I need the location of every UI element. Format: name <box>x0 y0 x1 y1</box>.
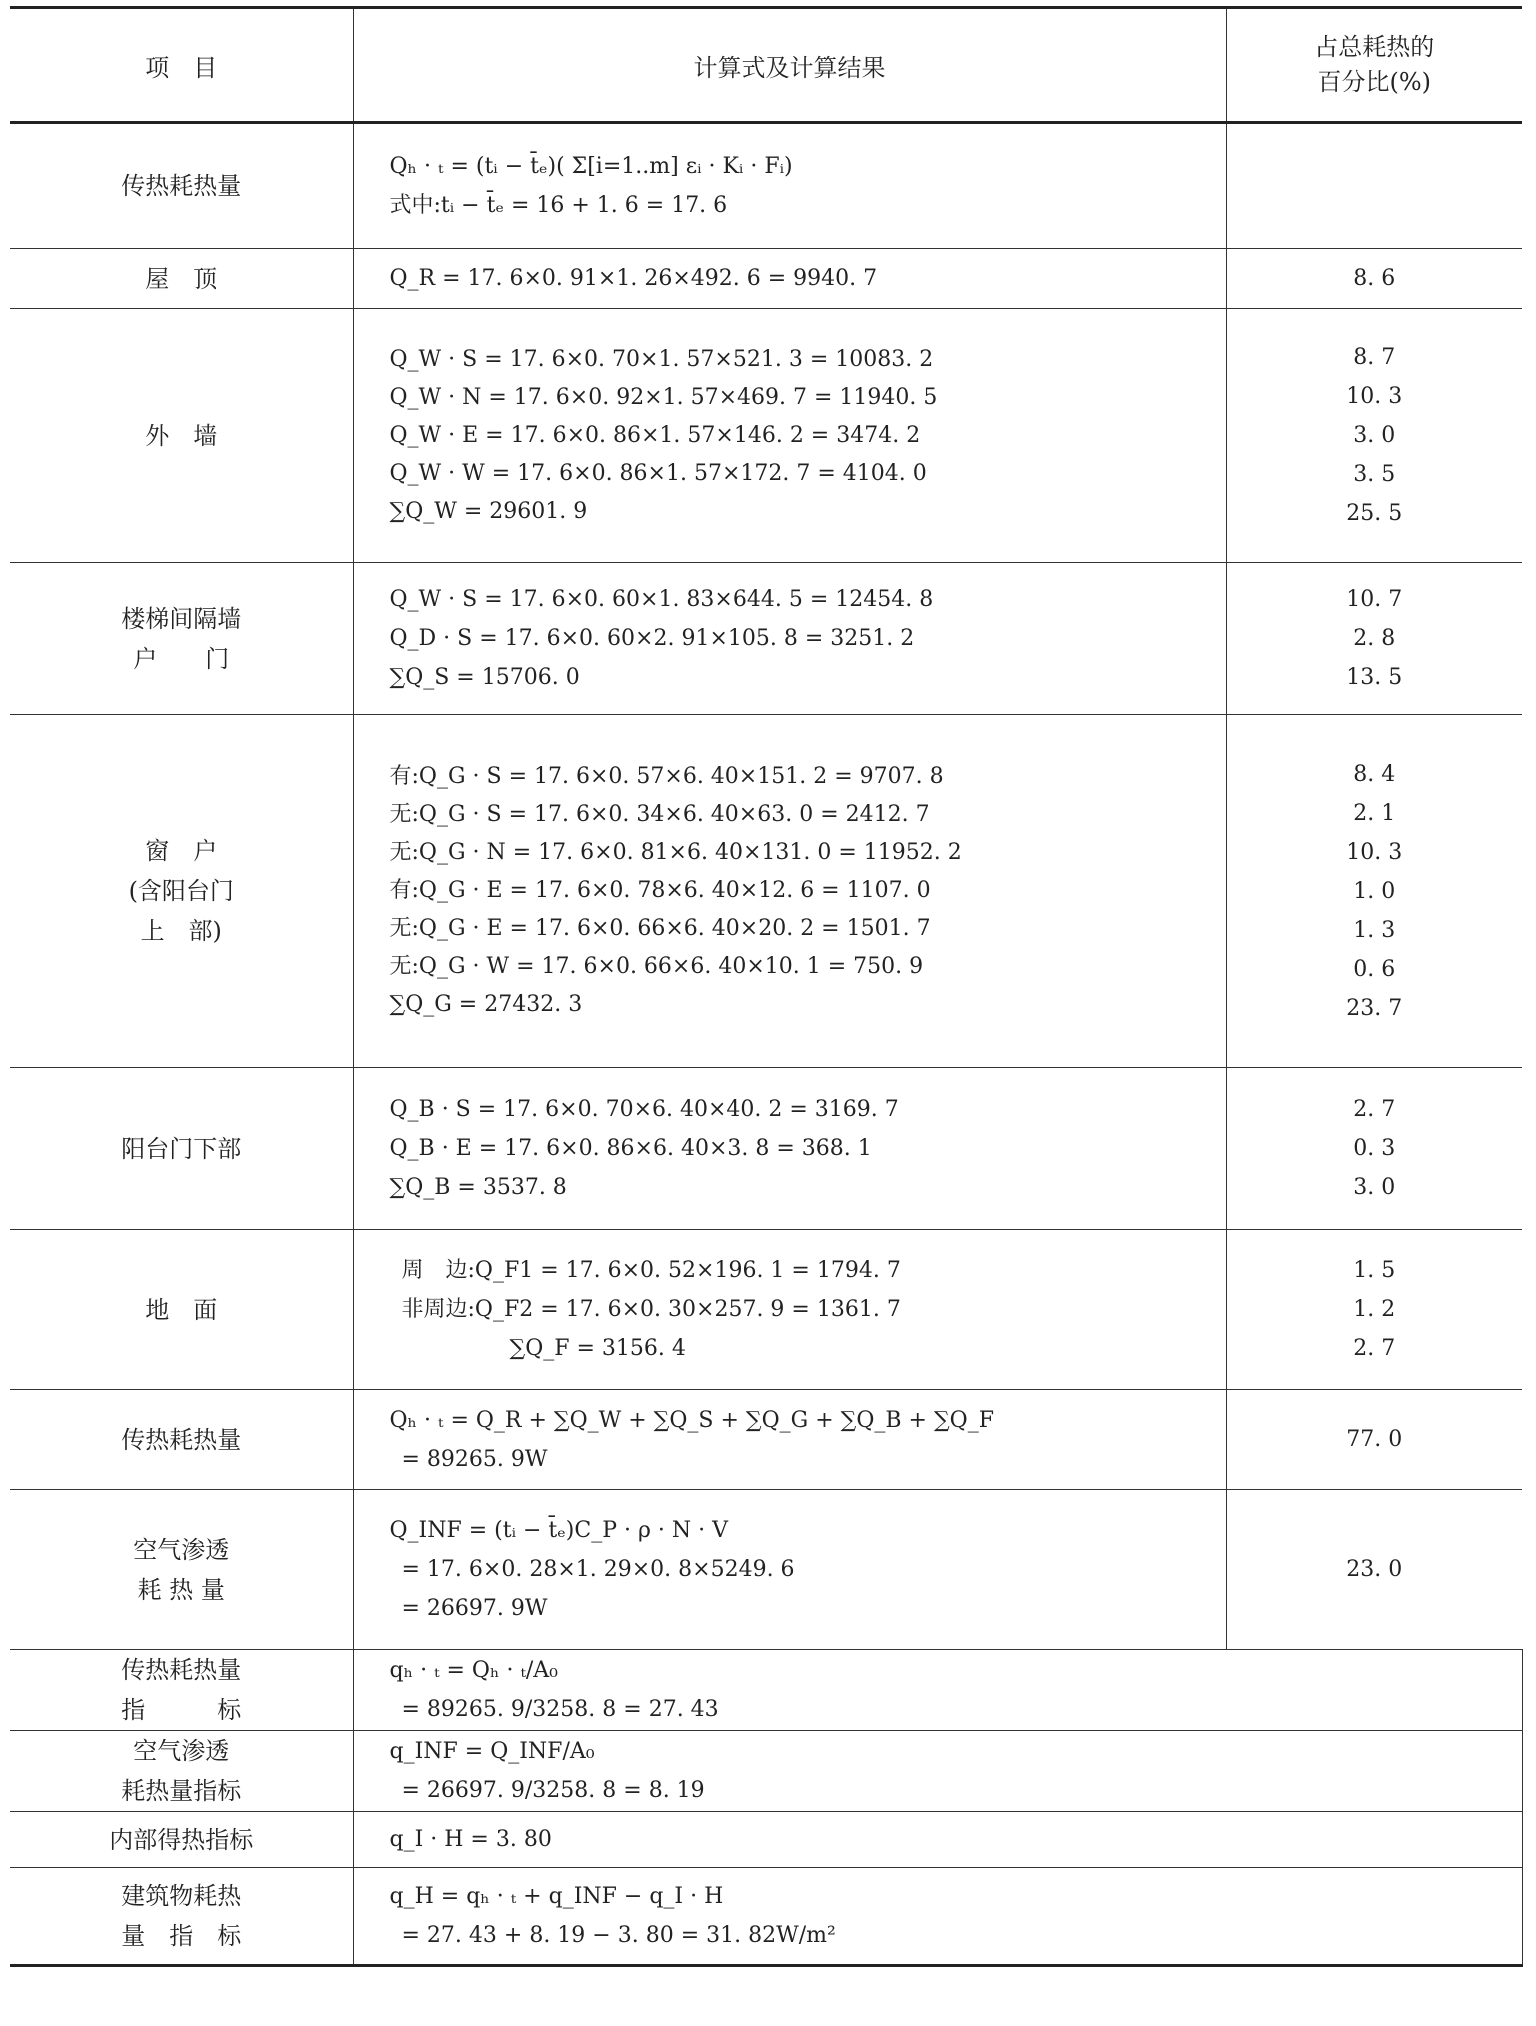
formula-line: Q_B · E = 17. 6×0. 86×6. 40×3. 8 = 368. 1 <box>389 1136 872 1161</box>
item-label-line: 耗热量指标 <box>121 1777 242 1805</box>
row-item-label <box>10 123 353 249</box>
formula-line: 无:Q_G · S = 17. 6×0. 34×6. 40×63. 0 = 2412. 7 <box>389 802 930 827</box>
formula-line: 周 边:Q_F1 = 17. 6×0. 52×196. 1 = 1794. 7 <box>401 1258 901 1283</box>
row-item-label <box>10 1650 353 1731</box>
percentage-value: 10. 3 <box>1346 839 1403 865</box>
header-item: 项 目 <box>10 8 353 123</box>
item-label-line: 地 面 <box>145 1295 218 1324</box>
row-formula <box>353 715 1226 1068</box>
formula-line: = 26697. 9/3258. 8 = 8. 19 <box>401 1778 705 1803</box>
row-formula <box>353 309 1226 563</box>
formula-line: 有:Q_G · S = 17. 6×0. 57×6. 40×151. 2 = 9707. 8 <box>389 764 944 789</box>
item-label-line: 空气渗透 <box>133 1737 230 1765</box>
item-label-line: 楼梯间隔墙 <box>121 604 242 633</box>
row-item-label <box>10 249 353 309</box>
table-row <box>10 1650 1522 1731</box>
formula-line: Qₕ · ₜ = (tᵢ − t̄ₑ)( Σ[i=1..m] εᵢ · Kᵢ · Fᵢ) <box>389 154 793 179</box>
percentage-value: 1. 0 <box>1353 878 1396 904</box>
formula-line: Q_W · S = 17. 6×0. 60×1. 83×644. 5 = 12454. 8 <box>389 587 934 612</box>
percentage-value: 1. 5 <box>1353 1258 1396 1283</box>
formula-line: 无:Q_G · E = 17. 6×0. 66×6. 40×20. 2 = 1501. 7 <box>389 916 931 941</box>
item-label-line: 传热耗热量 <box>121 1656 242 1684</box>
row-formula <box>353 123 1226 249</box>
row-formula <box>353 1490 1226 1650</box>
row-percentage <box>1226 715 1522 1068</box>
row-formula <box>353 1731 1522 1812</box>
table-row <box>10 249 1522 309</box>
header-percentage <box>1226 8 1522 123</box>
item-label-line: 外 墙 <box>145 421 218 450</box>
item-label-line: 传热耗热量 <box>121 172 242 200</box>
formula-line: qₕ · ₜ = Qₕ · ₜ/A₀ <box>389 1658 559 1683</box>
formula-line: Q_W · W = 17. 6×0. 86×1. 57×172. 7 = 4104. 0 <box>389 460 927 486</box>
row-item-label <box>10 1068 353 1230</box>
item-label-line: 屋 顶 <box>145 264 218 293</box>
percentage-value: 23. 0 <box>1346 1557 1403 1582</box>
formula-line: Q_W · E = 17. 6×0. 86×1. 57×146. 2 = 3474. 2 <box>389 422 921 448</box>
item-label-line: 内部得热指标 <box>109 1825 254 1854</box>
row-percentage <box>1226 563 1522 715</box>
percentage-value: 2. 8 <box>1353 626 1396 651</box>
percentage-value: 2. 1 <box>1353 800 1396 826</box>
formula-line: = 26697. 9W <box>401 1596 548 1621</box>
row-item-label <box>10 715 353 1068</box>
percentage-value: 0. 3 <box>1353 1136 1396 1161</box>
percentage-value: 23. 7 <box>1346 995 1403 1021</box>
row-percentage <box>1226 1230 1522 1390</box>
percentage-value: 2. 7 <box>1353 1097 1396 1122</box>
percentage-value: 8. 4 <box>1353 761 1396 787</box>
table-row <box>10 1390 1522 1490</box>
formula-line: ∑Q_B = 3537. 8 <box>389 1175 567 1200</box>
item-label-line: 阳台门下部 <box>121 1134 242 1163</box>
row-percentage <box>1226 1490 1522 1650</box>
row-item-label <box>10 1812 353 1868</box>
row-item-label <box>10 1490 353 1650</box>
row-formula <box>353 249 1226 309</box>
row-percentage <box>1226 123 1522 249</box>
header-pct-line1: 占总耗热的 <box>1314 33 1435 62</box>
percentage-value: 25. 5 <box>1346 501 1403 526</box>
formula-line: Q_B · S = 17. 6×0. 70×6. 40×40. 2 = 3169. 7 <box>389 1097 899 1122</box>
table-row <box>10 715 1522 1068</box>
row-item-label <box>10 1868 353 1966</box>
formula-line: Q_W · S = 17. 6×0. 70×1. 57×521. 3 = 10083. 2 <box>389 346 934 372</box>
formula-line: 非周边:Q_F2 = 17. 6×0. 30×257. 9 = 1361. 7 <box>401 1297 901 1322</box>
formula-line: = 27. 43 + 8. 19 − 3. 80 = 31. 82W/m² <box>401 1923 836 1948</box>
row-item-label <box>10 1230 353 1390</box>
item-label-line: 窗 户 <box>145 837 218 865</box>
percentage-value: 3. 0 <box>1353 1175 1396 1200</box>
row-formula <box>353 1390 1226 1490</box>
formula-line: q_I · H = 3. 80 <box>389 1827 552 1852</box>
table-row <box>10 1731 1522 1812</box>
row-percentage <box>1226 1068 1522 1230</box>
item-label-line: 量 指 标 <box>121 1922 242 1950</box>
item-label-line: 传热耗热量 <box>121 1425 242 1454</box>
formula-line: = 17. 6×0. 28×1. 29×0. 8×5249. 6 <box>401 1557 795 1582</box>
percentage-value: 8. 7 <box>1353 345 1396 370</box>
percentage-value: 10. 7 <box>1346 587 1403 612</box>
item-label-line: 上 部) <box>140 917 222 945</box>
table-row <box>10 1068 1522 1230</box>
formula-line: 有:Q_G · E = 17. 6×0. 78×6. 40×12. 6 = 1107. 0 <box>389 878 931 903</box>
row-item-label <box>10 1390 353 1490</box>
header-formula: 计算式及计算结果 <box>353 8 1226 123</box>
row-percentage <box>1226 1390 1522 1490</box>
table-row <box>10 1868 1522 1966</box>
row-item-label <box>10 1731 353 1812</box>
percentage-value: 3. 0 <box>1353 423 1396 448</box>
table-row <box>10 563 1522 715</box>
row-percentage <box>1226 249 1522 309</box>
formula-line: q_INF = Q_INF/A₀ <box>389 1739 595 1764</box>
percentage-value: 10. 3 <box>1346 384 1403 409</box>
row-formula <box>353 1868 1522 1966</box>
item-label-line: 空气渗透 <box>133 1535 230 1564</box>
percentage-value: 3. 5 <box>1353 462 1396 487</box>
formula-line: 无:Q_G · N = 17. 6×0. 81×6. 40×131. 0 = 11952. 2 <box>389 840 962 865</box>
formula-line: q_H = qₕ · ₜ + q_INF − q_I · H <box>389 1884 724 1909</box>
item-label-line: 指 标 <box>121 1696 242 1724</box>
table-header-row <box>10 8 1522 123</box>
formula-line: ∑Q_F = 3156. 4 <box>509 1336 686 1361</box>
row-item-label <box>10 563 353 715</box>
formula-line: ∑Q_G = 27432. 3 <box>389 992 583 1017</box>
percentage-value: 0. 6 <box>1353 956 1396 982</box>
table-row <box>10 123 1522 249</box>
table-row <box>10 309 1522 563</box>
item-label-line: (含阳台门 <box>128 877 234 905</box>
row-percentage <box>1226 309 1522 563</box>
formula-line: Q_W · N = 17. 6×0. 92×1. 57×469. 7 = 11940. 5 <box>389 384 938 410</box>
formula-line: Q_INF = (tᵢ − t̄ₑ)C_P · ρ · N · V <box>389 1518 729 1543</box>
table-body <box>10 123 1522 1966</box>
formula-line: Q_R = 17. 6×0. 91×1. 26×492. 6 = 9940. 7 <box>389 266 878 291</box>
formula-line: 式中:tᵢ − t̄ₑ = 16 + 1. 6 = 17. 6 <box>389 193 728 218</box>
header-pct-line2: 百分比(%) <box>1317 68 1432 96</box>
table-row <box>10 1490 1522 1650</box>
formula-line: = 89265. 9/3258. 8 = 27. 43 <box>401 1697 719 1722</box>
table-row <box>10 1812 1522 1868</box>
item-label-line: 户 门 <box>133 644 230 673</box>
percentage-value: 77. 0 <box>1346 1427 1403 1452</box>
row-formula <box>353 1650 1522 1731</box>
formula-line: ∑Q_S = 15706. 0 <box>389 665 580 690</box>
item-label-line: 建筑物耗热 <box>121 1882 242 1910</box>
formula-line: Qₕ · ₜ = Q_R + ∑Q_W + ∑Q_S + ∑Q_G + ∑Q_B + ∑Q_F <box>389 1407 994 1433</box>
table-row <box>10 1230 1522 1390</box>
percentage-value: 8. 6 <box>1353 266 1396 291</box>
formula-line: 无:Q_G · W = 17. 6×0. 66×6. 40×10. 1 = 750. 9 <box>389 954 924 979</box>
formula-line: = 89265. 9W <box>401 1446 548 1472</box>
row-formula <box>353 1068 1226 1230</box>
formula-line: Q_D · S = 17. 6×0. 60×2. 91×105. 8 = 3251. 2 <box>389 626 915 651</box>
row-formula <box>353 1230 1226 1390</box>
row-formula <box>353 563 1226 715</box>
percentage-value: 2. 7 <box>1353 1336 1396 1361</box>
formula-line: ∑Q_W = 29601. 9 <box>389 498 588 524</box>
percentage-value: 13. 5 <box>1346 665 1403 690</box>
percentage-value: 1. 2 <box>1353 1297 1396 1322</box>
item-label-line: 耗 热 量 <box>137 1575 225 1604</box>
row-formula <box>353 1812 1522 1868</box>
row-item-label <box>10 309 353 563</box>
percentage-value: 1. 3 <box>1353 917 1396 943</box>
heat-loss-table <box>10 6 1523 1967</box>
